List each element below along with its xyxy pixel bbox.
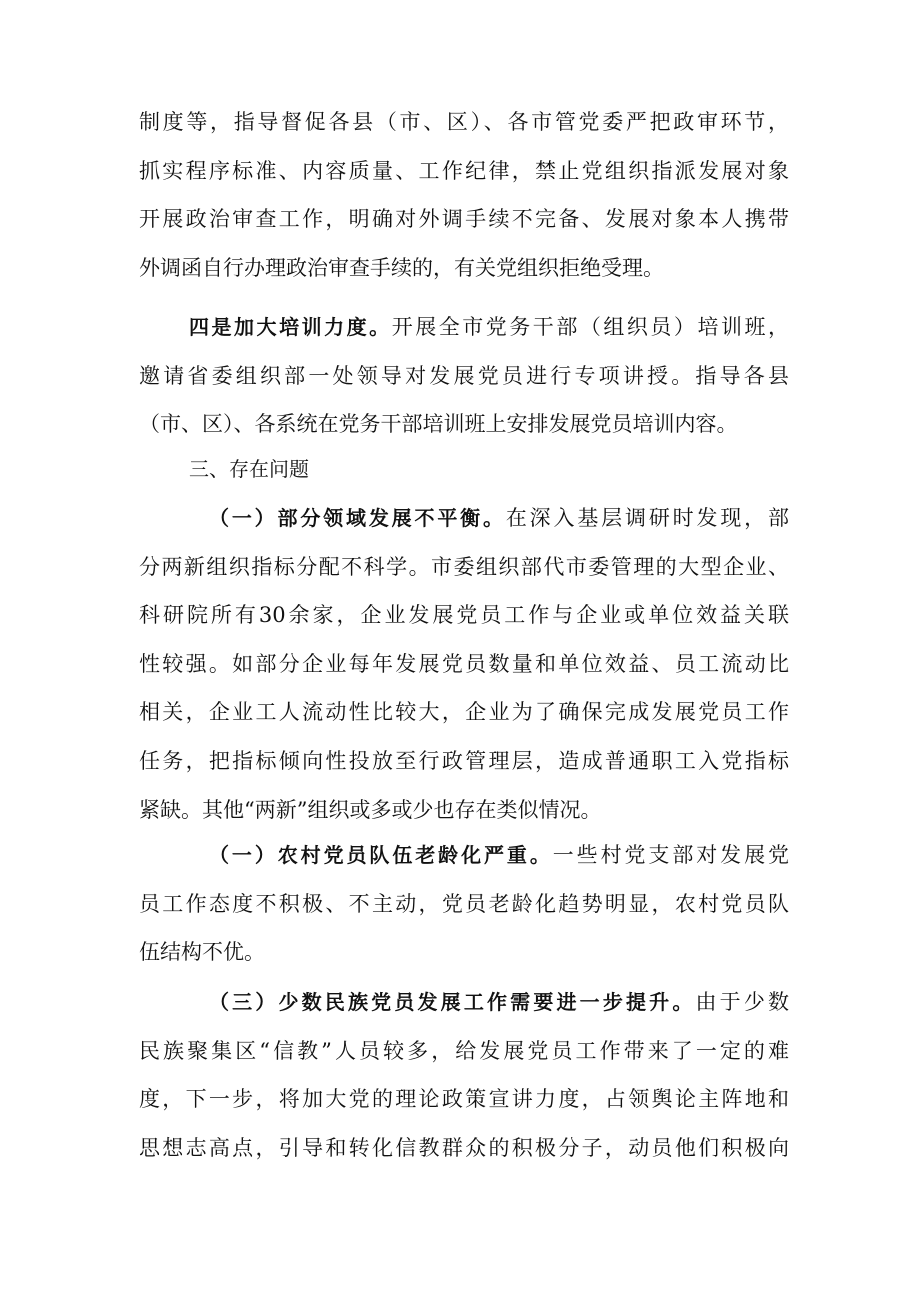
text-line: 相关，企业工人流动性比较大，企业为了确保完成发展党员工作 <box>139 700 789 725</box>
paragraph-training <box>139 303 789 449</box>
text-run: 由于少数 <box>695 990 789 1014</box>
paragraph-lead-bold: 四是加大培训力度。 <box>189 315 392 339</box>
text-line <box>139 494 789 543</box>
paragraph-political-review <box>139 98 789 292</box>
text-line: 度，下一步，将加大党的理论政策宣讲力度，占领舆论主阵地和 <box>139 1087 789 1112</box>
text-line: 伍结构不优。 <box>139 940 265 965</box>
paragraph-lead-bold: （一）部分领域发展不平衡。 <box>209 506 506 530</box>
text-line: 制度等，指导督促各县（市、区）、各市管党委严把政审环节， <box>139 110 789 134</box>
paragraph-minority-members <box>139 978 789 1172</box>
text-line <box>139 978 789 1027</box>
paragraph-rural-aging <box>139 831 789 977</box>
paragraph-uneven-development <box>139 494 789 834</box>
text-line: 思想志高点，引导和转化信教群众的积极分子，动员他们积极向 <box>139 1135 789 1160</box>
text-line <box>139 831 789 880</box>
text-line: （市、区）、各系统在党务干部培训班上安排发展党员培训内容。 <box>139 412 738 437</box>
text-line: 性较强。如部分企业每年发展党员数量和单位效益、员工流动比 <box>139 651 789 676</box>
text-line <box>139 303 789 352</box>
text-run: 在深入基层调研时发现，部 <box>505 506 789 530</box>
text-line: 开展政治审查工作，明确对外调手续不完备、发展对象本人携带 <box>139 207 789 232</box>
text-line: 分两新组织指标分配不科学。市委组织部代市委管理的大型企业、 <box>139 554 789 579</box>
paragraph-lead-bold: （一）农村党员队伍老龄化严重。 <box>209 843 553 867</box>
paragraph-lead-bold: （三）少数民族党员发展工作需要进一步提升。 <box>209 990 696 1014</box>
text-line: 紧缺。其他“两新”组织或多或少也存在类似情况。 <box>139 797 602 822</box>
section-heading: 三、存在问题 <box>189 457 309 481</box>
text-run: 开展全市党务干部（组织员）培训班， <box>391 315 789 339</box>
text-line: 民族聚集区“信教”人员较多，给发展党员工作带来了一定的难 <box>139 1038 789 1063</box>
text-line: 邀请省委组织部一处领导对发展党员进行专项讲授。指导各县 <box>139 363 789 388</box>
section-heading-block <box>139 445 789 494</box>
text-run: 一些村党支部对发展党 <box>552 843 789 867</box>
text-line: 外调函自行办理政治审查手续的，有关党组织拒绝受理。 <box>139 255 664 280</box>
text-line: 科研院所有30余家，企业发展党员工作与企业或单位效益关联 <box>139 603 789 628</box>
text-line: 员工作态度不积极、不主动，党员老龄化趋势明显，农村党员队 <box>139 891 789 916</box>
text-line: 抓实程序标准、内容质量、工作纪律，禁止党组织指派发展对象 <box>139 158 789 183</box>
text-line: 任务，把指标倾向性投放至行政管理层，造成普通职工入党指标 <box>139 748 789 773</box>
